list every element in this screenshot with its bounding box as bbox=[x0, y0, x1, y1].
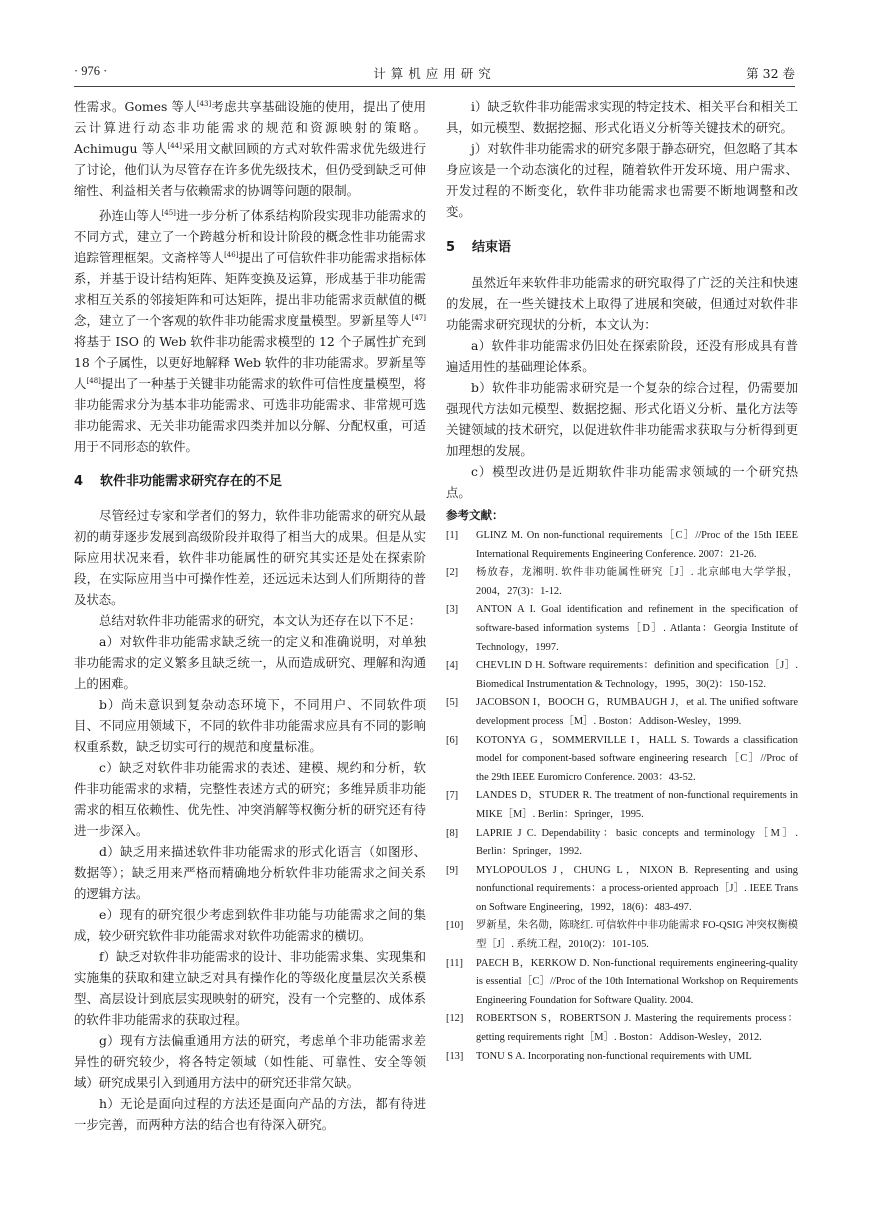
list-item: g）现有方法偏重通用方法的研究，考虑单个非功能需求差异性的研究较少，将各特定领域（如性能、可靠性、安全等领域）研究成果引入到通用方法中的研究还非常欠缺。 bbox=[74, 1033, 426, 1090]
citation: [46] bbox=[224, 251, 239, 259]
page-number: · 976 · bbox=[74, 64, 108, 78]
list-item: b）软件非功能需求研究是一个复杂的综合过程，仍需要加强现代方法如元模型、数据挖掘、形式化语义分析、量化方法等关键领域的技术研究，以促进软件非功能需求获取与分析得到更加理想的发展。 bbox=[446, 380, 798, 458]
reference-item: [9] MYLOPOULOS J，CHUNG L，NIXON B. Representing and using nonfunctional requirements：a process-oriented approach［J］. IEEE Trans on Software Engineering，1992，18(6)：483-497. bbox=[446, 864, 798, 913]
left-column bbox=[74, 96, 426, 1135]
paragraph: 性需求。Gomes 等人[43]考虑共享基础设施的使用，提出了使用云计算进行动态非功能需求的规范和资源映射的策略。Achimugu 等人[44]采用文献回顾的方式对软件需求优先级进行了讨论，他们认为尽管存在许多优先级技术，但仍受到缺乏可伸缩性、利益相关者与依赖需求的协调等问题的限制。 bbox=[74, 99, 427, 198]
reference-item: [7] LANDES D，STUDER R. The treatment of non-functional requirements in MIKE［M］. Berlin：Springer，1995. bbox=[446, 790, 798, 820]
journal-title: 计算机应用研究 bbox=[373, 66, 496, 81]
references-heading: 参考文献： bbox=[446, 508, 504, 522]
list-item: i）缺乏软件非功能需求实现的特定技术、相关平台和相关工具，如元模型、数据挖掘、形式化语义分析等关键技术的研究。 bbox=[446, 99, 798, 135]
reference-item: [4] CHEVLIN D H. Software requirements：definition and specification［J］. Biomedical Instrumentation & Technology，1995，30(2)：150-152. bbox=[446, 660, 798, 690]
reference-item: [10] 罗新星，朱名勋，陈晓红. 可信软件中非功能需求 FO-QSIG 冲突权衡模型［J］. 系统工程，2010(2)：101-105. bbox=[446, 920, 798, 951]
reference-item: [12] ROBERTSON S，ROBERTSON J. Mastering the requirements process：getting requirements right［M］. Boston：Addison-Wesley，2012. bbox=[446, 1013, 798, 1044]
citation: [43] bbox=[196, 100, 212, 108]
list-item: c）缺乏对软件非功能需求的表述、建模、规约和分析，软件非功能需求的求精，完整性表述方式的研究；多维异质非功能需求的相互依赖性、优先性、冲突消解等权衡分析的研究还有待进一步深入。 bbox=[74, 760, 426, 838]
reference-item: [8] LAPRIE J C. Dependability：basic concepts and terminology［M］. Berlin：Springer，1992. bbox=[446, 827, 798, 858]
citation: [44] bbox=[167, 142, 182, 150]
paragraph: 孙连山等人[45]进一步分析了体系结构阶段实现非功能需求的不同方式，建立了一个跨越分析和设计阶段的概念性非功能需求追踪管理框架。文斋梓等人[46]提出了可信软件非功能需求指标体系，并基于设计结构矩阵、矩阵变换及运算，形成基于非功能需求相互关系的邻接矩阵和可达矩阵，提出非功能需求贡献值的概念，建立了一个客观的软件非功能需求度量模型。罗新星等人[47]将基于 ISO 的 Web 软件非功能需求模型的 12 个子属性扩充到 18 个子属性，以更好地解释 Web 软件的非功能需求。罗新星等人[48]提出了一种基于关键非功能需求的软件可信性度量模型，将非功能需求分为基本非功能需求、可选非功能需求、非常规可选非功能需求、无关非功能需求四类并加以分解、分配权重，可适用于不同形态的软件。 bbox=[74, 208, 427, 454]
list-item: a）软件非功能需求仍旧处在探索阶段，还没有形成具有普遍适用性的基础理论体系。 bbox=[446, 338, 798, 374]
volume-label: 第 32 卷 bbox=[746, 66, 795, 81]
reference-item: [1] GLINZ M. On non-functional requirements［C］//Proc of the 15th IEEE International Requirements Engineering Conference. 2007：21-26. bbox=[446, 530, 798, 560]
reference-item: [13] TONU S A. Incorporating non-functional requirements with UML bbox=[446, 1050, 752, 1062]
header-rule bbox=[74, 86, 795, 87]
list-item: c）模型改进仍是近期软件非功能需求领域的一个研究热点。 bbox=[446, 464, 798, 500]
paragraph: 虽然近年来软件非功能需求的研究取得了广泛的关注和快速的发展，在一些关键技术上取得了进展和突破，但通过对软件非功能需求研究现状的分析，本文认为： bbox=[446, 275, 798, 332]
reference-item: [6] KOTONYA G，SOMMERVILLE I，HALL S. Towards a classification model for component-based software engineering research［C］//Proc of the 29th IEEE Euromicro Conference. 2003：43-52. bbox=[446, 734, 798, 783]
paragraph: 总结对软件非功能需求的研究，本文认为还存在以下不足： bbox=[99, 613, 422, 628]
list-item: j）对软件非功能需求的研究多限于静态研究，但忽略了其本身应该是一个动态演化的过程，随着软件开发环境、用户需求、开发过程的不断变化，软件非功能需求也需要不断地调整和改变。 bbox=[446, 141, 798, 219]
citation: [48] bbox=[86, 377, 101, 385]
list-item: d）缺乏用来描述软件非功能需求的形式化语言（如图形、数据等）；缺乏用来严格而精确地分析软件非功能需求之间关系的逻辑方法。 bbox=[74, 844, 426, 901]
list-item: b）尚未意识到复杂动态环境下，不同用户、不同软件项目、不同应用领域下，不同的软件非功能需求应具有不同的影响权重系数，缺乏切实可行的规范和度量标准。 bbox=[74, 697, 426, 754]
reference-item: [3] ANTON A I. Goal identification and refinement in the specification of software-based information systems［D］. Atlanta：Georgia Institute of Technology，1997. bbox=[446, 604, 798, 653]
citation: [47] bbox=[411, 314, 426, 322]
citation: [45] bbox=[161, 209, 176, 217]
list-item: f）缺乏对软件非功能需求的设计、非功能需求集、实现集和实施集的获取和建立缺乏对具有操作化的等级化度量层次关系模型、高层设计到底层实现映射的研究，没有一个完整的、成体系的软件非功能需求的获取过程。 bbox=[74, 949, 426, 1027]
reference-item: [11] PAECH B，KERKOW D. Non-functional requirements engineering-quality is essential［C］//Proc of the 10th International Workshop on Requirements Engineering Foundation for Software Quality. 2004. bbox=[446, 957, 798, 1006]
reference-item: [5] JACOBSON I，BOOCH G，RUMBAUGH J，et al. The unified software development process［M］. Boston：Addison-Wesley，1999. bbox=[446, 697, 798, 727]
right-column bbox=[446, 96, 798, 1066]
list-item: a）对软件非功能需求缺乏统一的定义和准确说明，对单独非功能需求的定义繁多且缺乏统一，从而造成研究、理解和沟通上的困难。 bbox=[74, 634, 426, 691]
reference-item: [2] 杨放春，龙湘明. 软件非功能属性研究［J］. 北京邮电大学学报，2004，27(3)：1-12. bbox=[446, 567, 798, 597]
section-heading: 4 软件非功能需求研究存在的不足 bbox=[74, 474, 283, 489]
list-item: e）现有的研究很少考虑到软件非功能与功能需求之间的集成，较少研究软件非功能需求对软件功能需求的横切。 bbox=[74, 907, 426, 943]
section-heading: 5 结束语 bbox=[446, 240, 512, 255]
page-header bbox=[74, 64, 795, 86]
paragraph: 尽管经过专家和学者们的努力，软件非功能需求的研究从最初的萌芽逐步发展到高级阶段并取得了相当大的成果。但是从实际应用状况来看，软件非功能属性的研究其实还是处在探索阶段，在实际应用当中可操作性差，还远远未达到人们所期待的普及状态。 bbox=[74, 508, 426, 607]
list-item: h）无论是面向过程的方法还是面向产品的方法，都有待进一步完善，而两种方法的结合也有待深入研究。 bbox=[74, 1096, 426, 1132]
